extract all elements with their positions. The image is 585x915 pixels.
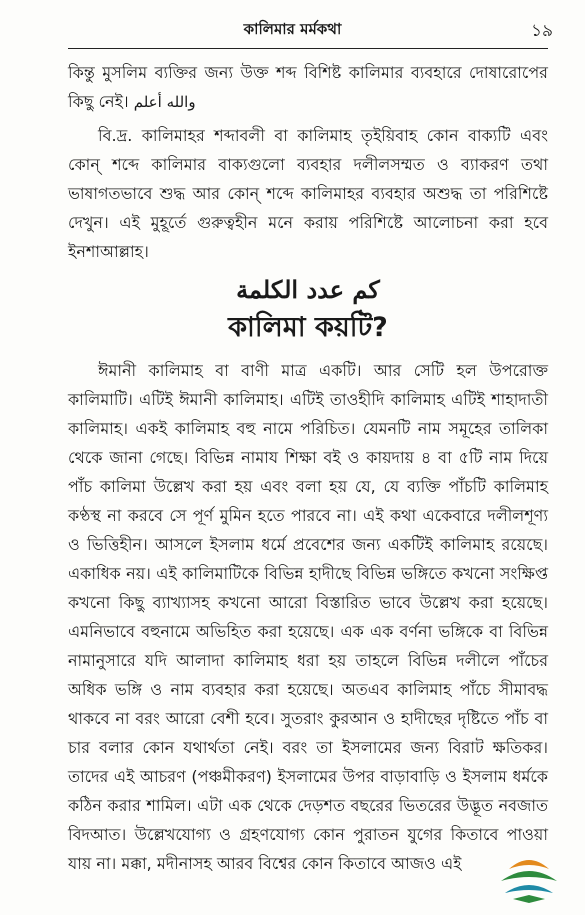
logo-teal-arc [505,885,553,893]
logo-green-arc [501,871,557,881]
paragraph-1-text: কিন্তু মুসলিম ব্যক্তির জন্য উক্ত শব্দ বিশিষ্ট কালিমার ব্যবহারে দোষারোপের কিছু নেই। [68,63,548,111]
running-title: কালিমার মর্মকথা [243,20,342,38]
paragraph-1-arabic: والله أعلم [133,93,196,111]
logo-orange-arc [509,860,549,869]
header-rule [68,48,548,49]
page-body [68,58,548,878]
paragraph-2: বি.দ্র. কালিমাহর শব্দাবলী বা কালিমাহ তৃইয়িবাহ কোন বাক্যটি এবং কোন্ শব্দে কালিমার বাক্যগুলো ব্যবহার দলীলসম্মত ও ব্যাকরণ তথা ভাষাগতভাবে শুদ্ধ আর কোন্ শব্দে কালিমাহর ব্যবহার অশুদ্ধ তা পরিশিষ্টে দেখুন। এই মুহূর্তে গুরুত্বহীন মনে করায় পরিশিষ্টে আলোচনা করা হবে ইনশাআল্লাহ। [68,126,548,261]
section-heading-arabic: كم عدد الكلمة [236,275,380,304]
paragraph-1 [68,58,548,117]
paragraph-3: ঈমানী কালিমাহ বা বাণী মাত্র একটি। আর সেটি হল উপরোক্ত কালিমাটি। এটিই ঈমানী কালিমাহ। এটিই তাওহীদি কালিমাহ এটিই শাহাদাতী কালিমাহ। একই কালিমাহ বহু নামে পরিচিত। যেমনটি নাম সমূহের তালিকা থেকে জানা গেছে। বিভিন্ন নামায শিক্ষা বই ও কায়দায় ৪ বা ৫টি নাম দিয়ে পাঁচ কালিমা উল্লেখ করা হয় এবং বলা হয় যে, যে ব্যক্তি পাঁচটি কালিমাহ কণ্ঠস্থ না করবে সে পূর্ণ মুমিন হতে পারবে না। এই কথা একেবারে দলীলশূণ্য ও ভিত্তিহীন। আসলে ইসলাম ধর্মে প্রবেশের জন্য একটিই কালিমাহ রয়েছে। একাধিক নয়। এই কালিমাটিকে বিভিন্ন হাদীছে বিভিন্ন ভঙ্গিতে কখনো সংক্ষিপ্ত কখনো কিছু ব্যাখ্যাসহ কখনো আরো বিস্তারিত ভাবে উল্লেখ করা হয়েছে। এমনিভাবে বহুনামে অভিহিত করা হয়েছে। এক এক বর্ণনা ভঙ্গিকে বা বিভিন্ন নামানুসারে যদি আলাদা কালিমাহ ধরা হয় তাহলে বিভিন্ন দলীলে পাঁচের অধিক ভঙ্গি ও নাম ব্যবহার করা হয়েছে। অতএব কালিমাহ পাঁচে সীমাবদ্ধ থাকবে না বরং আরো বেশী হবে। সুতরাং কুরআন ও হাদীছের দৃষ্টিতে পাঁচ বা চার বলার কোন যথার্থতা নেই। বরং তা ইসলামের জন্য বিরাট ক্ষতিকর। তাদের এই আচরণ (পঞ্চমীকরণ) ইসলামের উপর বাড়াবাড়ি ও ইসলাম ধর্মকে কঠিন করার শামিল। এটা এক থেকে দেড়শত বছরের ভিতরের উদ্ভূত নবজাত বিদআত। উল্লেখযোগ্য ও গ্রহণযোগ্য কোন পুরাতন যুগের কিতাবে পাওয়া যায় না। মক্কা, মদীনাসহ আরব বিশ্বের কোন কিতাবে আজও এই [68,361,548,873]
logo-book-base [513,895,545,903]
page-number: ১৯ [530,21,553,41]
publisher-logo-icon [495,855,563,905]
section-heading-bengali: কালিমা কয়টি? [228,312,388,343]
running-head [0,18,585,42]
